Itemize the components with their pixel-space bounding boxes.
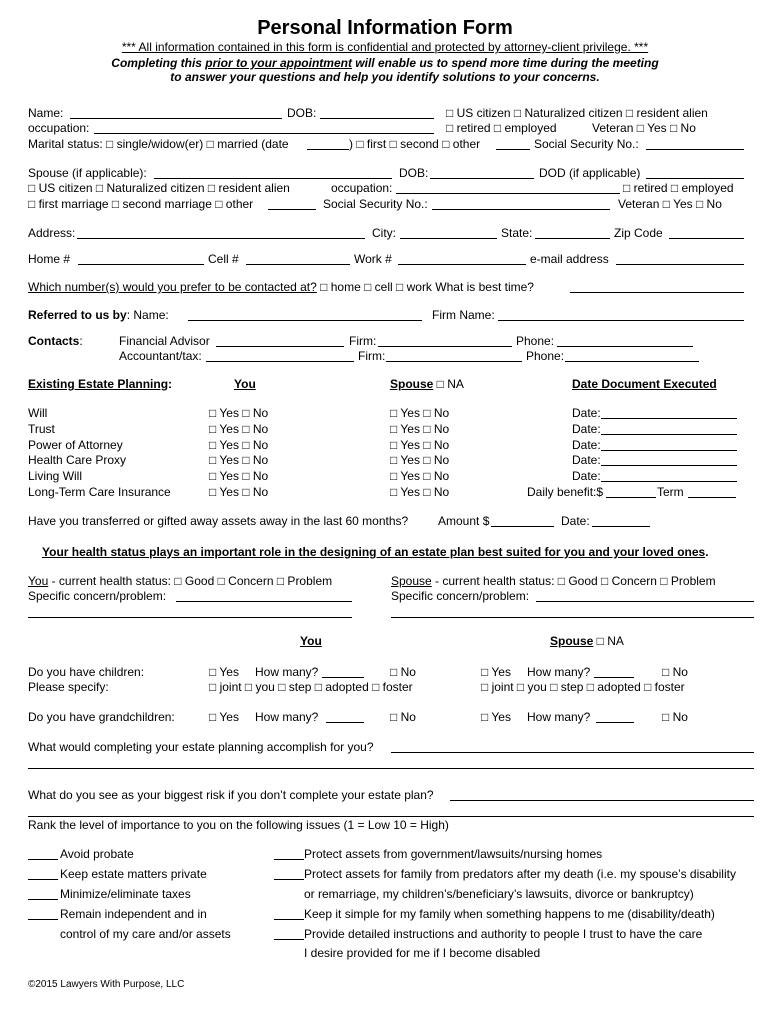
spouse-occupation-label: occupation:	[331, 181, 393, 195]
amount-label: Amount $	[438, 514, 490, 528]
citizenship-options[interactable]: □ US citizen □ Naturalized citizen □ resident alien	[446, 106, 708, 120]
issue-keep-simple: Keep it simple for my family when something happens to me (disability/death)	[304, 907, 715, 921]
date-field[interactable]	[601, 481, 737, 482]
you-yes-no[interactable]: □ Yes □ No	[209, 438, 269, 452]
you-yes-no[interactable]: □ Yes □ No	[209, 469, 269, 483]
work-phone-field[interactable]	[398, 264, 526, 265]
copyright-footer: ©2015 Lawyers With Purpose, LLC	[28, 979, 185, 990]
rank-field[interactable]	[28, 899, 58, 900]
estate-row-label: Living Will	[28, 469, 83, 483]
term-field[interactable]	[688, 497, 736, 498]
spouse-dob-field[interactable]	[430, 178, 534, 179]
you-grandchildren-no[interactable]: □ No	[390, 710, 416, 724]
transfer-date-field[interactable]	[592, 526, 650, 527]
estate-row-label: Long-Term Care Insurance	[28, 485, 171, 499]
other-field[interactable]	[496, 149, 530, 150]
estate-row-label: Health Care Proxy	[28, 453, 127, 467]
issue-protect-government: Protect assets from government/lawsuits/nursing homes	[304, 847, 603, 861]
rank-field[interactable]	[274, 919, 304, 920]
accomplish-field-2[interactable]	[28, 768, 754, 769]
you-grandchildren-count-field[interactable]	[326, 722, 364, 723]
city-field[interactable]	[400, 238, 497, 239]
fa-phone-field[interactable]	[557, 346, 693, 347]
date-label: Date:	[572, 438, 601, 452]
estate-spouse-heading[interactable]: Spouse □ NA	[390, 377, 464, 391]
address-label: Address:	[28, 226, 76, 240]
children-question: Do you have children:	[28, 665, 145, 679]
spouse-dob-label: DOB:	[399, 166, 429, 180]
spouse-children-types[interactable]: □ joint □ you □ step □ adopted □ foster	[481, 680, 685, 694]
spouse-children-yes[interactable]: □ Yes	[481, 665, 511, 679]
fa-firm-label: Firm:	[349, 334, 377, 348]
spouse-children-how-many: How many?	[527, 665, 591, 679]
cell-phone-label: Cell #	[208, 252, 239, 266]
confidential-notice: *** All information contained in this form is confidential and protected by attorney-client privilege. ***	[121, 40, 649, 54]
date-executed-heading: Date Document Executed	[572, 377, 717, 391]
spouse-concern-field[interactable]	[536, 601, 754, 602]
you-children-count-field[interactable]	[322, 677, 364, 678]
accomplish-field[interactable]	[391, 752, 754, 753]
issue-avoid-probate: Avoid probate	[60, 847, 134, 861]
accomplish-question: What would completing your estate planning accomplish for you?	[28, 740, 374, 754]
fa-firm-field[interactable]	[378, 346, 512, 347]
spouse-concern-label: Specific concern/problem:	[391, 589, 530, 603]
dob-field[interactable]	[320, 118, 434, 119]
you-children-types[interactable]: □ joint □ you □ step □ adopted □ foster	[209, 680, 413, 694]
issue-detailed-instructions: Provide detailed instructions and authority to people I trust to have the care	[304, 927, 703, 941]
state-field[interactable]	[535, 238, 610, 239]
cell-phone-field[interactable]	[246, 264, 350, 265]
accountant-label: Accountant/tax:	[119, 349, 202, 363]
issue-protect-family-cont: or remarriage, my children’s/beneficiary’s lawsuits, divorce or bankruptcy)	[304, 887, 694, 901]
spouse-dod-field[interactable]	[646, 178, 744, 179]
term-label: Term	[657, 485, 684, 499]
issue-minimize-taxes: Minimize/eliminate taxes	[60, 887, 191, 901]
transfer-date-label: Date:	[561, 514, 590, 528]
grandchildren-question: Do you have grandchildren:	[28, 710, 175, 724]
you-children-how-many: How many?	[255, 665, 319, 679]
name-label: Name:	[28, 106, 64, 120]
daily-benefit-label: Daily benefit:$	[527, 485, 604, 499]
zip-field[interactable]	[669, 238, 744, 239]
spouse-yes-no[interactable]: □ Yes □ No	[390, 453, 450, 467]
rank-field[interactable]	[28, 859, 58, 860]
acct-phone-field[interactable]	[565, 361, 699, 362]
spouse-ssn-field[interactable]	[432, 209, 610, 210]
contacts-label: Contacts:	[28, 334, 83, 348]
date-label: Date:	[572, 422, 601, 436]
you-yes-no[interactable]: □ Yes □ No	[209, 406, 269, 420]
spouse-yes-no[interactable]: □ Yes □ No	[390, 438, 450, 452]
spouse-dod-label: DOD (if applicable)	[539, 166, 641, 180]
you-yes-no[interactable]: □ Yes □ No	[209, 453, 269, 467]
best-time-field[interactable]	[570, 292, 744, 293]
address-field[interactable]	[77, 238, 365, 239]
estate-row-label: Will	[28, 406, 48, 420]
spouse-grandchildren-no[interactable]: □ No	[662, 710, 688, 724]
issue-detailed-instructions-cont: I desire provided for me if I become disabled	[304, 946, 541, 960]
email-label: e-mail address	[530, 252, 609, 266]
rank-field[interactable]	[28, 879, 58, 880]
instruction-line-2: to answer your questions and help you identify solutions to your concerns.	[170, 70, 600, 84]
rank-field[interactable]	[274, 879, 304, 880]
city-label: City:	[372, 226, 396, 240]
you-concern-field-2[interactable]	[28, 617, 352, 618]
amount-field[interactable]	[491, 526, 554, 527]
spouse-other-field[interactable]	[268, 209, 316, 210]
state-label: State:	[501, 226, 533, 240]
you-yes-no[interactable]: □ Yes □ No	[209, 485, 269, 499]
specify-label: Please specify:	[28, 680, 109, 694]
estate-planning-heading: Existing Estate Planning:	[28, 377, 173, 391]
family-spouse-heading[interactable]: Spouse □ NA	[550, 634, 624, 648]
instruction-line-1: Completing this prior to your appointment will enable us to spend more time during the meeting	[111, 56, 659, 70]
you-children-no[interactable]: □ No	[390, 665, 416, 679]
dob-label: DOB:	[287, 106, 317, 120]
spouse-label: Spouse (if applicable):	[28, 166, 147, 180]
date-label: Date:	[572, 469, 601, 483]
you-concern-label: Specific concern/problem:	[28, 589, 167, 603]
spouse-yes-no[interactable]: □ Yes □ No	[390, 469, 450, 483]
spouse-ssn-label: Social Security No.:	[323, 197, 428, 211]
spouse-citizenship-options[interactable]: □ US citizen □ Naturalized citizen □ resident alien	[28, 181, 290, 195]
rank-field[interactable]	[274, 859, 304, 860]
issue-remain-independent-cont: control of my care and/or assets	[60, 927, 231, 941]
spouse-children-no[interactable]: □ No	[662, 665, 688, 679]
employment-options[interactable]: □ retired □ employed	[446, 121, 557, 135]
you-concern-field[interactable]	[176, 601, 352, 602]
form-title: Personal Information Form	[257, 17, 513, 39]
issue-remain-independent: Remain independent and in	[60, 907, 207, 921]
date-field[interactable]	[601, 434, 737, 435]
spouse-yes-no[interactable]: □ Yes □ No	[390, 422, 450, 436]
date-field[interactable]	[601, 465, 737, 466]
date-field[interactable]	[601, 418, 737, 419]
date-label: Date:	[572, 406, 601, 420]
date-field[interactable]	[601, 450, 737, 451]
veteran-options[interactable]: Veteran □ Yes □ No	[592, 121, 696, 135]
you-children-yes[interactable]: □ Yes	[209, 665, 239, 679]
spouse-name-field[interactable]	[154, 178, 392, 179]
estate-you-heading: You	[234, 377, 256, 391]
spouse-marriage-options[interactable]: □ first marriage □ second marriage □ other	[28, 197, 254, 211]
you-yes-no[interactable]: □ Yes □ No	[209, 422, 269, 436]
risk-question: What do you see as your biggest risk if you don’t complete your estate plan?	[28, 788, 434, 802]
issue-protect-family: Protect assets for family from predators after my death (i.e. my spouse’s disability	[304, 867, 736, 881]
marriage-date-field[interactable]	[307, 149, 349, 150]
date-label: Date:	[572, 453, 601, 467]
contact-preference[interactable]: Which number(s) would you prefer to be contacted at? □ home □ cell □ work What is best time?	[28, 280, 534, 294]
zip-label: Zip Code	[614, 226, 663, 240]
rank-field[interactable]	[274, 939, 304, 940]
marriage-order-options[interactable]: ) □ first □ second □ other	[349, 137, 481, 151]
spouse-veteran-options[interactable]: Veteran □ Yes □ No	[618, 197, 722, 211]
ssn-field[interactable]	[646, 149, 744, 150]
spouse-health-status[interactable]: Spouse - current health status: □ Good □ Concern □ Problem	[391, 574, 716, 588]
spouse-concern-field-2[interactable]	[391, 617, 754, 618]
firm-name-field[interactable]	[498, 320, 744, 321]
financial-advisor-label: Financial Advisor	[119, 334, 210, 348]
transfer-question: Have you transferred or gifted away assets away in the last 60 months?	[28, 514, 409, 528]
estate-row-label: Trust	[28, 422, 55, 436]
ssn-label: Social Security No.:	[534, 137, 639, 151]
acct-firm-field[interactable]	[386, 361, 522, 362]
risk-field[interactable]	[450, 800, 754, 801]
spouse-grandchildren-how-many: How many?	[527, 710, 591, 724]
fa-phone-label: Phone:	[516, 334, 555, 348]
occupation-label: occupation:	[28, 121, 90, 135]
firm-name-label: Firm Name:	[432, 308, 495, 322]
rank-field[interactable]	[28, 919, 58, 920]
home-phone-field[interactable]	[78, 264, 204, 265]
accountant-field[interactable]	[206, 361, 354, 362]
spouse-employment-options[interactable]: □ retired □ employed	[623, 181, 734, 195]
referral-label: Referred to us by: Name:	[28, 308, 169, 322]
home-phone-label: Home #	[28, 252, 71, 266]
spouse-occupation-field[interactable]	[396, 193, 620, 194]
referral-name-field[interactable]	[188, 320, 422, 321]
spouse-grandchildren-yes[interactable]: □ Yes	[481, 710, 511, 724]
spouse-yes-no[interactable]: □ Yes □ No	[390, 485, 450, 499]
health-heading: Your health status plays an important role in the designing of an estate plan best suited for you and your loved ones.	[42, 545, 709, 559]
name-field[interactable]	[70, 118, 282, 119]
family-you-heading: You	[300, 634, 322, 648]
financial-advisor-field[interactable]	[216, 346, 344, 347]
rank-instructions: Rank the level of importance to you on the following issues (1 = Low 10 = High)	[28, 818, 449, 832]
acct-phone-label: Phone:	[526, 349, 565, 363]
spouse-grandchildren-count-field[interactable]	[596, 722, 634, 723]
you-health-status[interactable]: You - current health status: □ Good □ Concern □ Problem	[28, 574, 333, 588]
daily-benefit-field[interactable]	[606, 497, 656, 498]
risk-field-2[interactable]	[28, 816, 754, 817]
you-grandchildren-yes[interactable]: □ Yes	[209, 710, 239, 724]
acct-firm-label: Firm:	[358, 349, 386, 363]
email-field[interactable]	[616, 264, 744, 265]
spouse-children-count-field[interactable]	[594, 677, 634, 678]
issue-keep-private: Keep estate matters private	[60, 867, 207, 881]
you-grandchildren-how-many: How many?	[255, 710, 319, 724]
occupation-field[interactable]	[94, 133, 434, 134]
marital-status[interactable]: Marital status: □ single/widow(er) □ married (date	[28, 137, 289, 151]
work-phone-label: Work #	[354, 252, 392, 266]
estate-row-label: Power of Attorney	[28, 438, 123, 452]
spouse-yes-no[interactable]: □ Yes □ No	[390, 406, 450, 420]
